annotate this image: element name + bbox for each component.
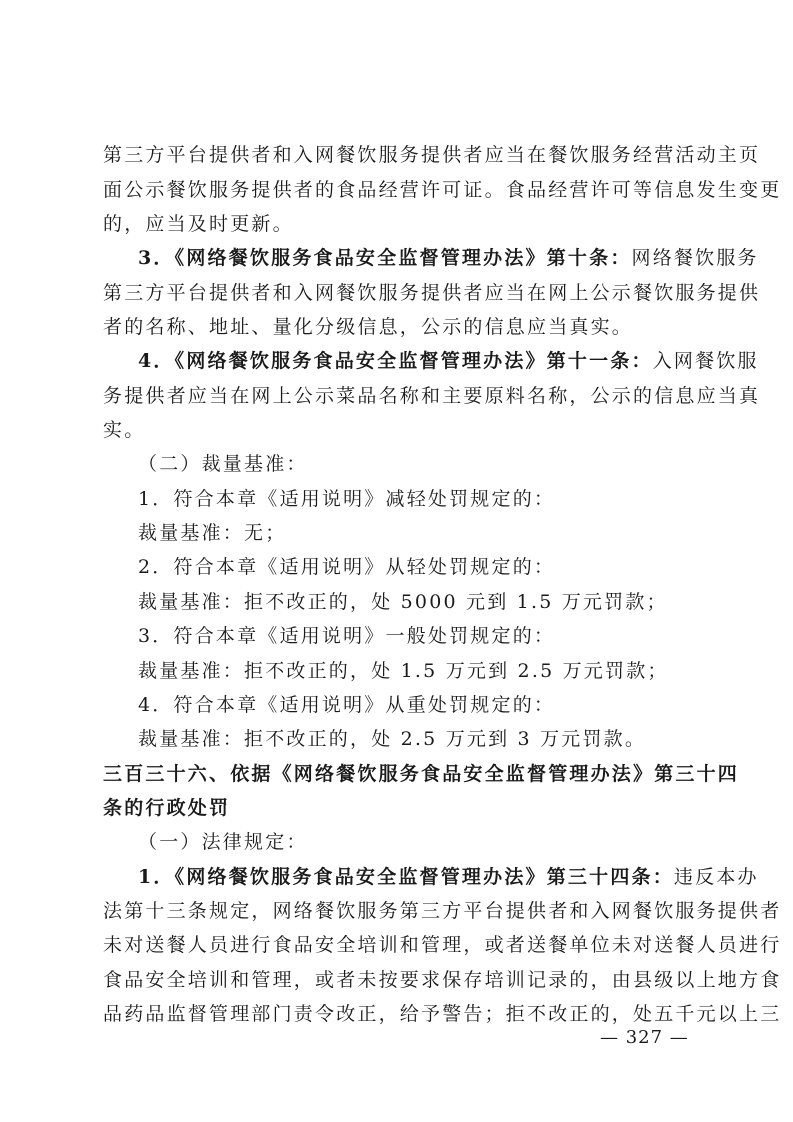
- body-line: [138, 624, 693, 648]
- text-line-3: 的，应当及时更新。: [103, 213, 294, 235]
- law-heading: （一）法律规定：: [138, 831, 308, 853]
- body-line: [138, 659, 693, 683]
- body-line: [103, 968, 782, 992]
- body-line: [103, 212, 693, 236]
- rule-3: 3．符合本章《适用说明》一般处罚规定的：: [138, 625, 556, 647]
- body-line: [138, 555, 693, 579]
- text-line-9: 实。: [103, 419, 146, 441]
- article-4-heading: 4．《网络餐饮服务食品安全监督管理办法》第十一条：: [138, 350, 653, 372]
- discretion-heading: （二）裁量基准：: [138, 453, 308, 475]
- body-line: [138, 727, 693, 751]
- article-34-line: [138, 865, 759, 889]
- text-line-24: 未对送餐人员进行食品安全培训和管理，或者送餐单位未对送餐人员进行: [103, 934, 782, 956]
- rule-2: 2．符合本章《适用说明》从轻处罚规定的：: [138, 556, 556, 578]
- body-line: [103, 899, 782, 923]
- text-line-23: 法第十三条规定，网络餐饮服务第三方平台提供者和入网餐饮服务提供者: [103, 900, 782, 922]
- article-4-text: 入网餐饮服: [652, 350, 759, 372]
- article-3-text: 网络餐饮服务: [631, 247, 759, 269]
- text-line-26: 品药品监督管理部门责令改正，给予警告；拒不改正的，处五千元以上三: [103, 1003, 782, 1025]
- body-line: [103, 281, 761, 305]
- article-34-heading: 1．《网络餐饮服务食品安全监督管理办法》第三十四条：: [138, 866, 674, 888]
- body-line: [103, 418, 693, 442]
- standard-4: 裁量基准：拒不改正的，处 2.5 万元到 3 万元罚款。: [138, 728, 647, 750]
- body-line: [103, 1002, 782, 1026]
- text-line-8: 务提供者应当在网上公示菜品名称和主要原料名称，公示的信息应当真: [103, 385, 761, 407]
- article-3-line: [138, 246, 759, 270]
- section-heading-discretion: [138, 452, 693, 476]
- body-line: [138, 521, 693, 545]
- section-heading-law: [138, 830, 693, 854]
- body-line: [103, 933, 782, 957]
- page-number: — 327 —: [600, 1027, 689, 1048]
- section-title: [103, 796, 693, 820]
- body-line: [138, 487, 693, 511]
- body-line: [103, 143, 761, 167]
- section-title-line-2: 条的行政处罚: [103, 797, 231, 819]
- standard-2: 裁量基准：拒不改正的，处 5000 元到 1.5 万元罚款；: [138, 591, 668, 613]
- text-line-1: 第三方平台提供者和入网餐饮服务提供者应当在餐饮服务经营活动主页: [103, 144, 761, 166]
- standard-3: 裁量基准：拒不改正的，处 1.5 万元到 2.5 万元罚款；: [138, 660, 669, 682]
- article-3-heading: 3．《网络餐饮服务食品安全监督管理办法》第十条：: [138, 247, 632, 269]
- body-line: [138, 693, 693, 717]
- article-34-text: 违反本办: [673, 866, 759, 888]
- body-line: [103, 315, 693, 339]
- article-4-line: [138, 349, 759, 373]
- body-line: [103, 178, 782, 202]
- rule-4: 4．符合本章《适用说明》从重处罚规定的：: [138, 694, 556, 716]
- standard-1: 裁量基准：无；: [138, 522, 287, 544]
- text-line-2: 面公示餐饮服务提供者的食品经营许可证。食品经营许可等信息发生变更: [103, 179, 782, 201]
- body-line: [138, 590, 693, 614]
- body-line: [103, 384, 761, 408]
- text-line-6: 者的名称、地址、量化分级信息，公示的信息应当真实。: [103, 316, 634, 338]
- text-line-5: 第三方平台提供者和入网餐饮服务提供者应当在网上公示餐饮服务提供: [103, 282, 761, 304]
- text-line-25: 食品安全培训和管理，或者未按要求保存培训记录的，由县级以上地方食: [103, 969, 782, 991]
- section-title: [103, 762, 740, 786]
- rule-1: 1．符合本章《适用说明》减轻处罚规定的：: [138, 488, 556, 510]
- section-title-line-1: 三百三十六、依据《网络餐饮服务食品安全监督管理办法》第三十四: [103, 763, 740, 785]
